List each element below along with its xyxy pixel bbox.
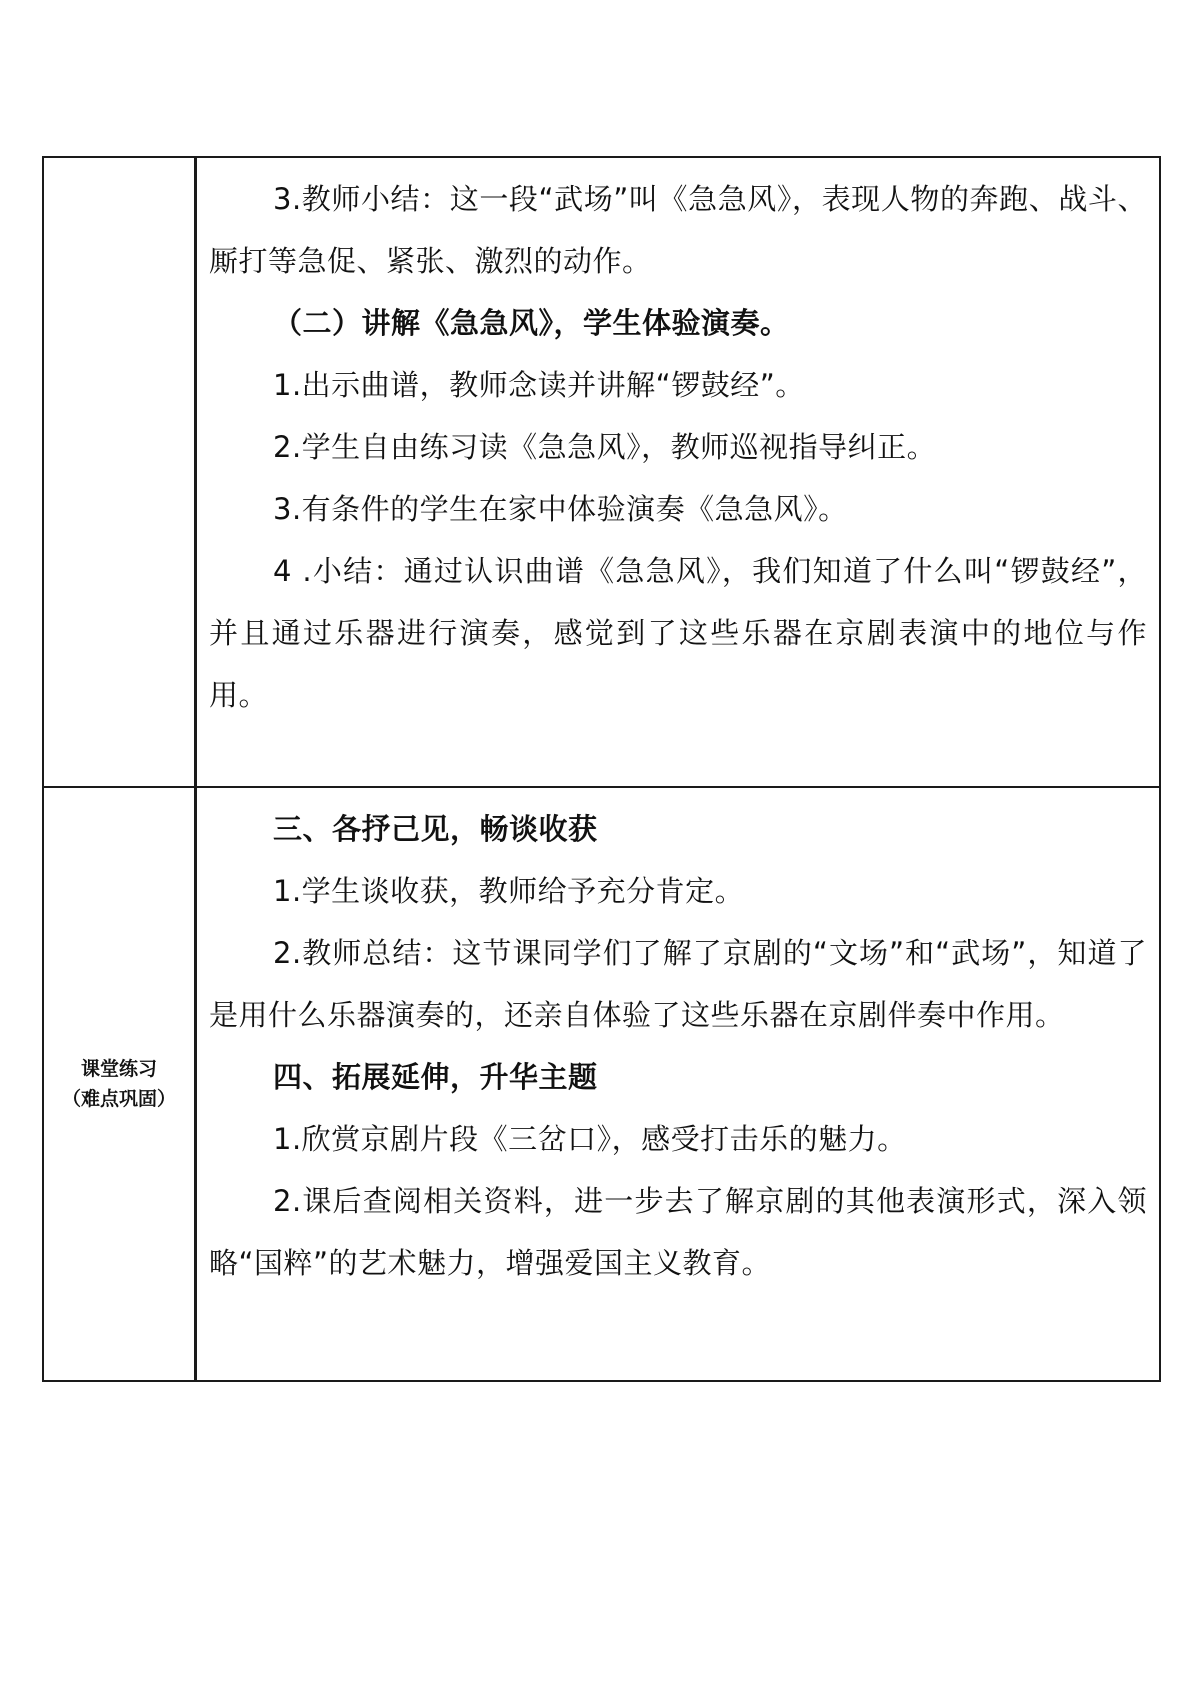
row-content-cell xyxy=(196,787,1161,1381)
row-label-cell xyxy=(43,157,196,787)
table-row xyxy=(43,157,1160,787)
paragraph: 1.欣赏京剧片段《三岔口》，感受打击乐的魅力。 xyxy=(273,1122,907,1156)
section-heading: 三、各抒己见，畅谈收获 xyxy=(273,812,598,846)
paragraph: 3.教师小结：这一段“武场”叫《急急风》，表现人物的奔跑、战斗、厮打等急促、紧张、激烈的动作。 xyxy=(209,182,1147,278)
paragraph: 2.学生自由练习读《急急风》，教师巡视指导纠正。 xyxy=(273,430,937,464)
content-block xyxy=(197,158,1159,726)
paragraph: 1.学生谈收获，教师给予充分肯定。 xyxy=(273,874,745,908)
row-label-cell xyxy=(43,787,196,1381)
row-label-line: 课堂练习 xyxy=(80,1058,157,1080)
lesson-plan-table xyxy=(42,156,1161,1382)
paragraph: 4 .小结：通过认识曲谱《急急风》，我们知道了什么叫“锣鼓经”，并且通过乐器进行演奏，感觉到了这些乐器在京剧表演中的地位与作用。 xyxy=(209,554,1147,712)
paragraph: 2.教师总结：这节课同学们了解了京剧的“文场”和“武场”，知道了是用什么乐器演奏的，还亲自体验了这些乐器在京剧伴奏中作用。 xyxy=(209,936,1147,1032)
table-row xyxy=(43,787,1160,1381)
section-heading: 四、拓展延伸，升华主题 xyxy=(273,1060,598,1094)
row-label-line: （难点巩固） xyxy=(61,1088,176,1110)
content-block xyxy=(197,788,1159,1294)
paragraph: 2.课后查阅相关资料，进一步去了解京剧的其他表演形式，深入领略“国粹”的艺术魅力，增强爱国主义教育。 xyxy=(209,1184,1147,1280)
paragraph: 1.出示曲谱，教师念读并讲解“锣鼓经”。 xyxy=(273,368,805,402)
paragraph: 3.有条件的学生在家中体验演奏《急急风》。 xyxy=(273,492,848,526)
row-content-cell xyxy=(196,157,1161,787)
section-heading: （二）讲解《急急风》，学生体验演奏。 xyxy=(273,306,790,340)
